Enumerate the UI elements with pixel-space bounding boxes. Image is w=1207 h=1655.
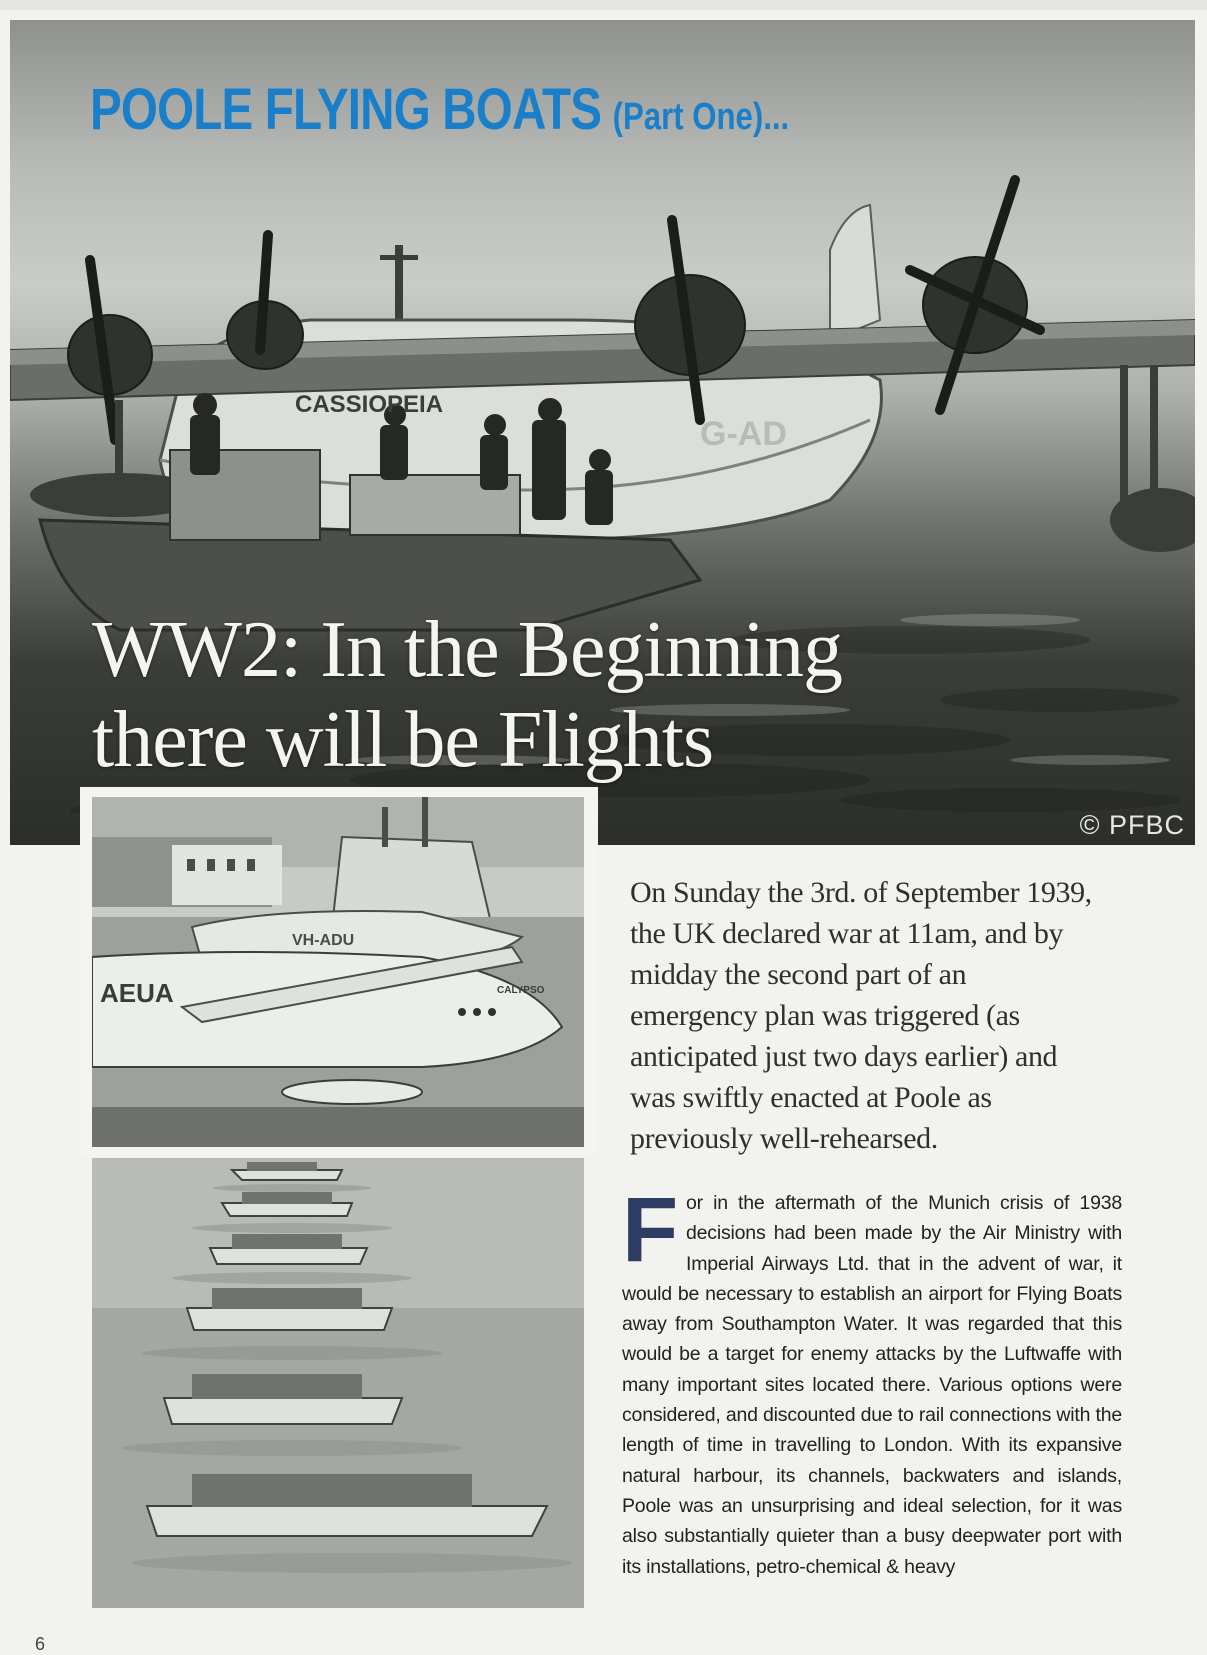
series-title: [90, 76, 789, 143]
headline-line-1: WW2: In the Beginning: [92, 606, 842, 694]
headline-line-2: there will be Flights: [92, 696, 714, 784]
series-part: (Part One)...: [612, 96, 790, 138]
series-title-text: POOLE FLYING BOATS: [90, 77, 602, 142]
photo-launch-flotilla: [92, 1158, 584, 1608]
page-number: 6: [35, 1634, 46, 1654]
scan-edge: [0, 0, 1207, 10]
article-headline: [92, 605, 842, 785]
aircraft-registration-2: AEUA: [100, 978, 174, 1008]
drop-cap: F: [622, 1179, 678, 1281]
article-body: [622, 1179, 1122, 1582]
article-body-text: or in the aftermath of the Munich crisis of 1938 decisions had been made by the Air Ministry with Imperial Airways Ltd. that in the advent of war, it would be necessary to establish an airport for Flying Boats away from Southampton Water. It was regarded that this would be a target for enemy attacks by the Luftwaffe with many important sites located there. Various options were considered, and discounted due to rail connections with the length of time in travelling to London. With its expansive natural harbour, its channels, backwaters and islands, Poole was an unsurprising and ideal selection, for it was also substantially quieter than a busy deepwater port with its installations, petro-chemical & heavy: [622, 1192, 1122, 1578]
launch-flotilla-illustration: [92, 1158, 584, 1608]
aircraft-name-cassiopeia: CASSIOPEIA: [295, 391, 444, 418]
aircraft-registration-1: G-AD: [700, 415, 787, 453]
moored-flying-boats-illustration: [92, 797, 584, 1147]
article-intro: On Sunday the 3rd. of September 1939, the UK declared war at 11am, and by midday the second part of an emergency plan was triggered (as anticipated just two days earlier) and was swiftly enacted at Poole as previously well-rehearsed.: [630, 876, 1092, 1155]
photo-credit: © PFBC: [1079, 810, 1185, 840]
aircraft-name-calypso: CALYPSO: [497, 985, 545, 996]
aircraft-registration-3: VH-ADU: [292, 932, 355, 949]
hero-photo: [10, 20, 1195, 845]
photo-moored-flying-boats: [80, 787, 598, 1157]
